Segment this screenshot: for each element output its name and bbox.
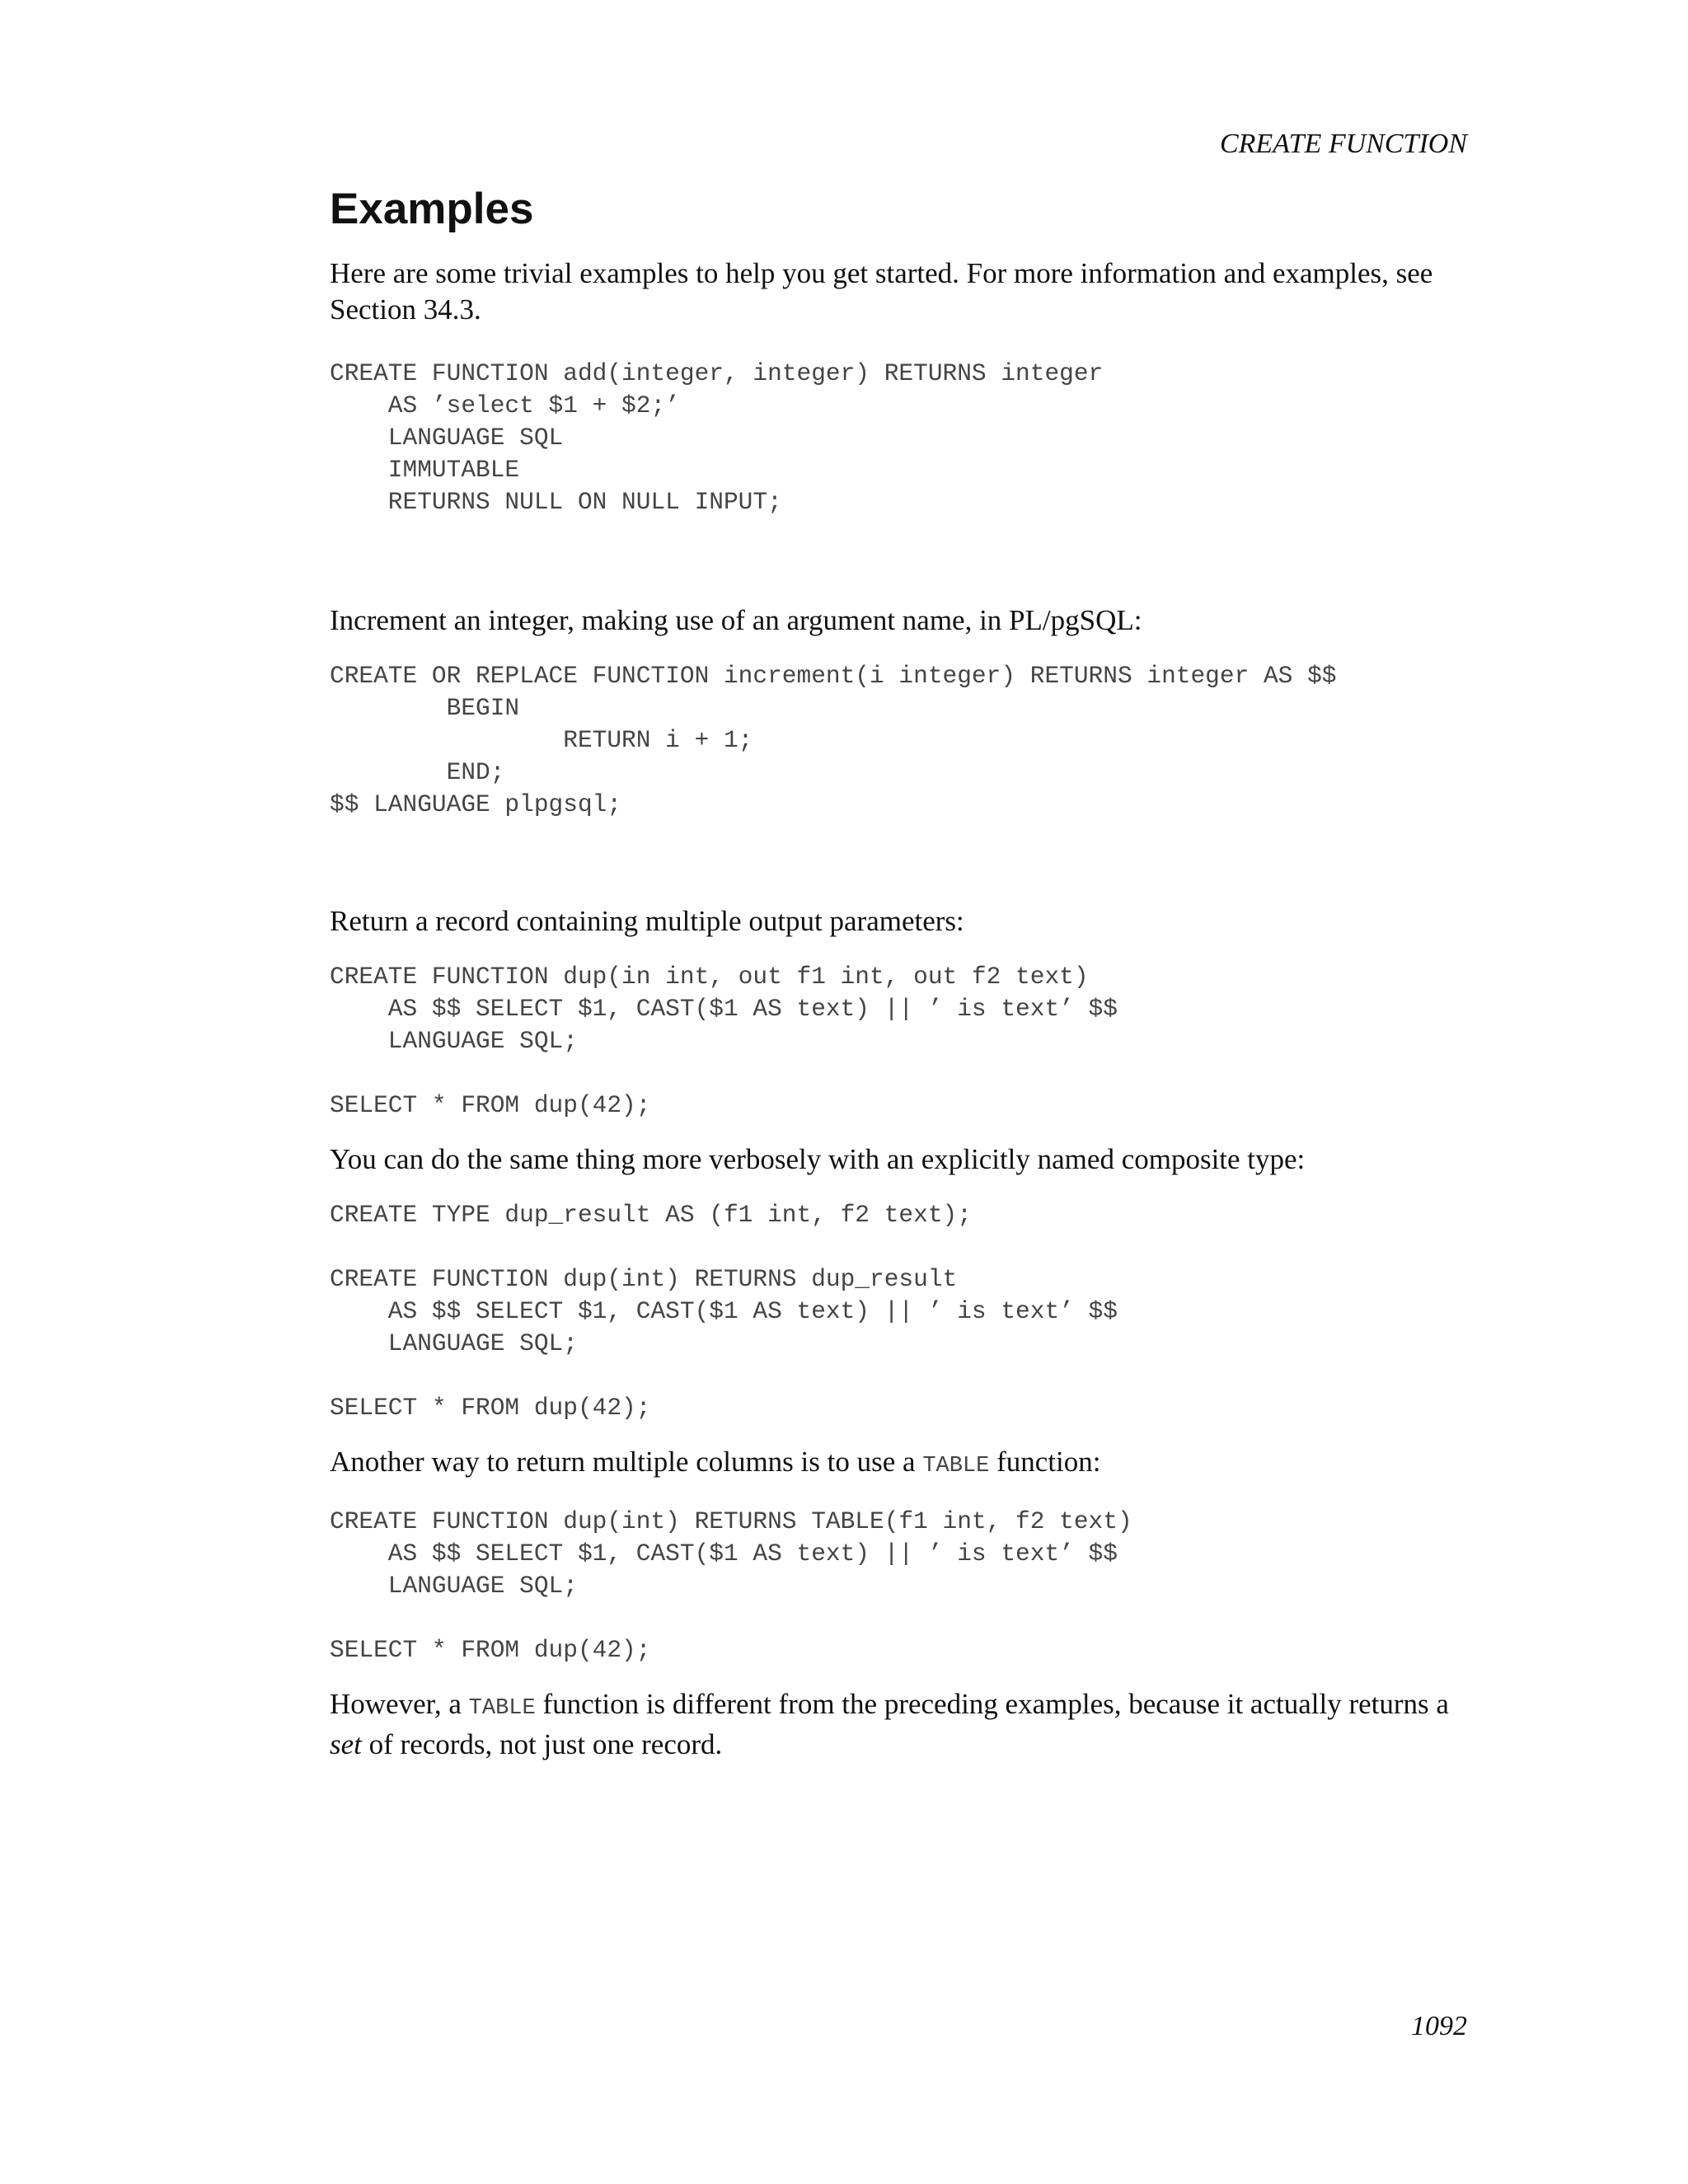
emphasis-set: set (330, 1728, 362, 1760)
code-block-dup-table-function: CREATE FUNCTION dup(int) RETURNS TABLE(f1 int, f2 text) AS $$ SELECT $1, CAST($1 AS text) || ’ is text’ $$ LANGUAGE SQL; SELECT * FROM dup(42); (330, 1507, 1132, 1664)
table-function-text-before: Another way to return multiple columns is to use a (330, 1446, 923, 1478)
code-block-add-function: CREATE FUNCTION add(integer, integer) RETURNS integer AS ’select $1 + $2;’ LANGUAGE SQL IMMUTABLE RETURNS NULL ON NULL INPUT; (330, 359, 1104, 516)
closing-text-middle: function is different from the preceding examples, because it actually returns a (535, 1688, 1449, 1720)
inline-code-table-2: TABLE (468, 1696, 536, 1721)
page-number: 1092 (1411, 2011, 1467, 2041)
running-header: CREATE FUNCTION (1219, 129, 1467, 159)
section-title: Examples (330, 185, 534, 233)
code-block-dup-composite-type: CREATE TYPE dup_result AS (f1 int, f2 text); CREATE FUNCTION dup(int) RETURNS dup_result AS $$ SELECT $1, CAST($1 AS text) || ’ is text’ $$ LANGUAGE SQL; SELECT * FROM dup(42); (330, 1201, 1118, 1422)
table-function-paragraph (330, 1444, 1482, 1484)
composite-type-paragraph: You can do the same thing more verbosely with an explicitly named composite type: (330, 1143, 1306, 1175)
closing-paragraph (330, 1686, 1482, 1763)
inline-code-table: TABLE (922, 1454, 990, 1479)
table-function-text-after: function: (989, 1446, 1101, 1478)
code-block-increment-function: CREATE OR REPLACE FUNCTION increment(i integer) RETURNS integer AS $$ BEGIN RETURN i + 1; END; $$ LANGUAGE plpgsql; (330, 662, 1337, 818)
main-content (330, 183, 1482, 1763)
closing-text-after: of records, not just one record. (361, 1728, 723, 1760)
intro-paragraph: Here are some trivial examples to help you get started. For more information and examples, see Section 34.3. (330, 257, 1433, 326)
code-block-dup-out-params: CREATE FUNCTION dup(in int, out f1 int, out f2 text) AS $$ SELECT $1, CAST($1 AS text) || ’ is text’ $$ LANGUAGE SQL; SELECT * FROM dup(42); (330, 963, 1118, 1119)
closing-text-before: However, a (330, 1688, 469, 1720)
increment-paragraph: Increment an integer, making use of an argument name, in PL/pgSQL: (330, 604, 1142, 636)
output-params-paragraph: Return a record containing multiple output parameters: (330, 905, 964, 937)
